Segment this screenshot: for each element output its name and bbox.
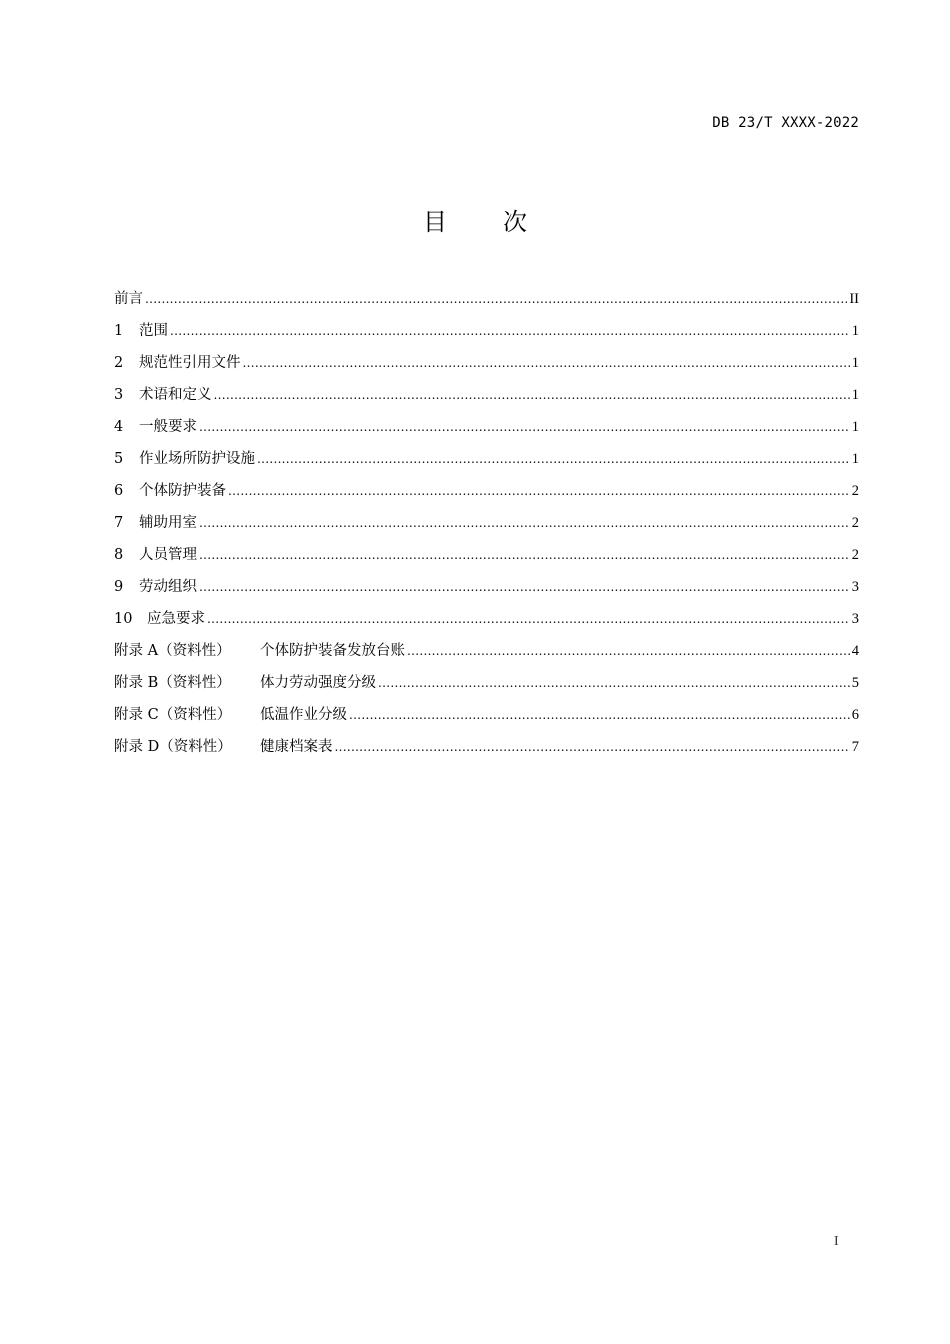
- toc-entry-page: 1: [851, 355, 859, 371]
- title-char-2: 次: [503, 208, 527, 236]
- toc-entry-number: 8: [114, 547, 124, 563]
- toc-entry-label: 个体防护装备发放台账: [260, 643, 405, 659]
- page-title: [0, 202, 950, 237]
- toc-entry-number: 9: [114, 579, 124, 595]
- toc-entry-number: 3: [114, 387, 124, 403]
- dot-leader: [378, 671, 850, 695]
- toc-entry-number: 7: [114, 515, 124, 531]
- toc-entry-page: 1: [851, 387, 859, 403]
- toc-entry-label: 范围: [139, 323, 168, 339]
- toc-entry-label: 术语和定义: [139, 387, 212, 403]
- dot-leader: [199, 575, 850, 599]
- toc-entry-label: 个体防护装备: [139, 483, 226, 499]
- toc-entry-number: 4: [114, 419, 124, 435]
- dot-leader: [207, 607, 850, 631]
- appendix-prefix: 附录 A（资料性）: [114, 643, 231, 659]
- appendix-prefix: 附录 D（资料性）: [114, 739, 232, 755]
- appendix-prefix: 附录 C（资料性）: [114, 707, 232, 723]
- toc-entry-3[interactable]: [114, 383, 859, 415]
- toc-entry-6[interactable]: [114, 479, 859, 511]
- toc-entry-page: 6: [851, 707, 859, 723]
- toc-entry-label: 人员管理: [139, 547, 197, 563]
- header-standard-code: DB 23/T XXXX-2022: [712, 115, 859, 131]
- toc-entry-label: 一般要求: [139, 419, 197, 435]
- toc-appendix-a[interactable]: [114, 639, 859, 671]
- toc-entry-page: 3: [851, 611, 859, 627]
- dot-leader: [170, 319, 850, 343]
- toc-entry-label: 应急要求: [147, 611, 205, 627]
- toc-entry-10[interactable]: [114, 607, 859, 639]
- toc-entry-number: 10: [114, 611, 133, 627]
- dot-leader: [257, 447, 850, 471]
- toc-entry-page: 3: [851, 579, 859, 595]
- dot-leader: [145, 287, 847, 311]
- toc-entry-page: 2: [851, 547, 859, 563]
- toc-entry-number: 6: [114, 483, 124, 499]
- toc-entry-page: 5: [851, 675, 859, 691]
- table-of-contents: [114, 287, 859, 767]
- title-char-1: 目: [423, 208, 447, 236]
- dot-leader: [199, 415, 850, 439]
- toc-entry-label: 规范性引用文件: [139, 355, 241, 371]
- dot-leader: [243, 351, 850, 375]
- toc-entry-page: 2: [851, 515, 859, 531]
- toc-entry-label: 前言: [114, 291, 143, 307]
- toc-entry-number: 2: [114, 355, 124, 371]
- toc-entry-label: 健康档案表: [260, 739, 333, 755]
- dot-leader: [199, 511, 850, 535]
- toc-entry-8[interactable]: [114, 543, 859, 575]
- dot-leader: [407, 639, 850, 663]
- toc-entry-number: 5: [114, 451, 124, 467]
- appendix-prefix: 附录 B（资料性）: [114, 675, 231, 691]
- toc-entry-page: 2: [851, 483, 859, 499]
- dot-leader: [349, 703, 850, 727]
- toc-entry-page: 4: [851, 643, 859, 659]
- footer-page-number: I: [834, 1234, 839, 1249]
- dot-leader: [228, 479, 850, 503]
- dot-leader: [214, 383, 850, 407]
- toc-entry-page: 1: [851, 323, 859, 339]
- toc-appendix-d[interactable]: [114, 735, 859, 767]
- toc-entry-label: 作业场所防护设施: [139, 451, 255, 467]
- toc-entry-9[interactable]: [114, 575, 859, 607]
- toc-appendix-c[interactable]: [114, 703, 859, 735]
- toc-entry-number: 1: [114, 323, 124, 339]
- toc-entry-7[interactable]: [114, 511, 859, 543]
- toc-entry-foreword[interactable]: [114, 287, 859, 319]
- dot-leader: [335, 735, 850, 759]
- toc-appendix-b[interactable]: [114, 671, 859, 703]
- toc-entry-page: II: [849, 291, 859, 307]
- toc-entry-page: 7: [851, 739, 859, 755]
- toc-entry-label: 辅助用室: [139, 515, 197, 531]
- toc-entry-4[interactable]: [114, 415, 859, 447]
- toc-entry-page: 1: [851, 451, 859, 467]
- toc-entry-label: 低温作业分级: [260, 707, 347, 723]
- toc-entry-2[interactable]: [114, 351, 859, 383]
- toc-entry-page: 1: [851, 419, 859, 435]
- toc-entry-label: 体力劳动强度分级: [260, 675, 376, 691]
- toc-entry-5[interactable]: [114, 447, 859, 479]
- dot-leader: [199, 543, 850, 567]
- toc-entry-label: 劳动组织: [139, 579, 197, 595]
- toc-entry-1[interactable]: [114, 319, 859, 351]
